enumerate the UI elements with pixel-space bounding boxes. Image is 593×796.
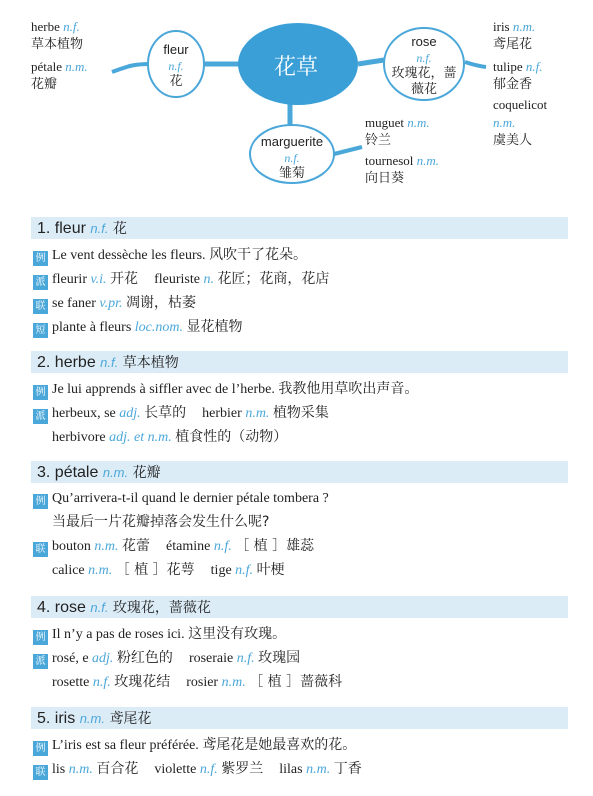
pos: v.i. [90,272,107,287]
leaf-herbe-word: herbe [31,19,60,34]
pos: adj. et n.m. [109,430,172,445]
tag-example: 例 [33,385,48,400]
word: rosier [186,675,219,690]
leaf-coquelicot-pos: n.m. [493,115,516,130]
leaf-muguet-cn: 铃兰 [365,133,392,148]
node-marguerite-word: marguerite [260,134,324,149]
leaf-tulipe-word: tulipe [493,59,523,74]
word: roseraie [188,651,234,666]
tag-related: 联 [33,542,48,557]
word: fleuriste [154,272,200,287]
section-header-petale [31,461,568,483]
pos: n.f. [236,651,255,666]
leaf-tulipe [493,58,542,94]
pos: n.m. [68,762,93,777]
example-cn-line [52,513,269,532]
node-rose-cn1: 玫瑰花，蔷 [391,66,457,81]
derivative-line [33,649,300,669]
leaf-muguet-word: muguet [365,115,404,130]
leaf-petale-cn: 花瓣 [31,77,58,92]
related-line-cont [52,561,285,580]
node-marguerite-pos: n.f. [284,151,300,165]
derivative-line-cont [52,673,342,692]
related-line [33,760,362,780]
node-fleur-pos: n.f. [168,59,184,73]
node-rose [384,34,464,98]
example-cn: 鸢尾花是她最喜欢的花。 [202,737,357,753]
tag-related: 联 [33,299,48,314]
node-rose-cn2: 薇花 [410,82,437,97]
pos: n.m. [94,539,119,554]
section-header-fleur [31,217,568,239]
tag-related: 联 [33,765,48,780]
cn: 玫瑰园 [258,650,301,666]
cn: 植食性的（动物） [175,429,288,445]
leaf-tournesol-pos: n.m. [416,153,440,168]
pos: n.f. [213,539,232,554]
section-title: 2. herbe [37,354,96,371]
word: bouton [52,539,91,554]
example-line [33,736,356,756]
pos: n.m. [88,563,113,578]
pos: adj. [119,406,141,421]
section-cn: 草本植物 [122,355,179,371]
cn: 植物采集 [272,405,329,421]
tag-example: 例 [33,494,48,509]
cn: 紫罗兰 [221,761,264,777]
hub-label: 花草 [274,55,319,80]
node-fleur-cn: 花 [169,74,183,89]
word: herbivore [52,430,106,445]
example-fr: Le vent dessèche les fleurs. [52,248,206,263]
section-cn: 花瓣 [132,465,161,481]
section-title: 4. rose [37,599,86,616]
example-fr: L’iris est sa fleur préférée. [52,738,199,753]
example-fr: Je lui apprends à siffler avec de l’herbe. [52,382,275,397]
example-fr: Qu’arrivera-t-il quand le dernier pétale tombera ? [52,491,329,506]
section-header-rose [31,596,568,618]
cn: 粉红色的 [116,650,173,666]
leaf-iris-cn: 鸢尾花 [493,37,533,52]
derivative-line [33,270,329,290]
pos: v.pr. [99,296,123,311]
tag-example: 例 [33,251,48,266]
leaf-petale [31,58,88,94]
leaf-tournesol [365,152,439,188]
pos: adj. [92,651,114,666]
tag-derivative: 派 [33,275,48,290]
leaf-herbe-pos: n.f. [63,19,80,34]
leaf-iris-pos: n.m. [512,19,536,34]
leaf-tulipe-pos: n.f. [525,59,543,74]
tag-example: 例 [33,741,48,756]
section-title: 1. fleur [37,220,86,237]
pos: n.m. [306,762,331,777]
pos: n. [203,272,214,287]
example-line [33,380,418,400]
leaf-iris-word: iris [493,19,510,34]
word: plante à fleurs [52,320,132,335]
leaf-herbe [31,18,83,54]
section-cn: 玫瑰花，蔷薇花 [112,600,211,616]
pos: n.f. [199,762,218,777]
word: violette [154,762,197,777]
leaf-coquelicot-cn: 虞美人 [493,133,533,148]
cn: 显花植物 [186,319,243,335]
node-rose-pos: n.f. [416,51,432,65]
tag-derivative: 派 [33,654,48,669]
leaf-iris [493,18,535,54]
word: herbeux, se [52,406,116,421]
word: rosette [52,675,90,690]
related-line [33,537,314,557]
cn: 叶梗 [256,562,285,578]
cn: 丁香 [333,761,362,777]
word: fleurir [52,272,87,287]
node-fleur-word: fleur [163,42,189,57]
example-line [33,246,307,266]
leaf-tournesol-cn: 向日葵 [365,171,405,186]
pos: loc.nom. [134,320,184,335]
section-cn: 鸢尾花 [109,711,152,727]
word: rosé, e [52,651,89,666]
section-title: 3. pétale [37,464,99,481]
pos: n.f. [92,675,111,690]
tag-phrase: 短 [33,323,48,338]
cn: 开花 [110,271,139,287]
cn: ［ 植 ］雄蕊 [235,538,315,554]
word: herbier [202,406,242,421]
section-pos: n.f. [90,221,109,236]
section-pos: n.m. [102,465,129,480]
leaf-herbe-cn: 草本植物 [31,37,84,52]
related-line [33,294,196,314]
cn: 花蕾 [122,538,151,554]
example-cn: 风吹干了花朵。 [209,247,308,263]
cn: 百合花 [96,761,139,777]
cn: ［ 植 ］花萼 [115,562,195,578]
leaf-coquelicot-word: coquelicot [493,97,548,112]
word: lis [52,762,66,777]
tag-example: 例 [33,630,48,645]
section-pos: n.m. [79,711,105,726]
leaf-petale-pos: n.m. [65,59,88,74]
node-marguerite-cn: 雏菊 [278,166,305,181]
pos: n.f. [235,563,254,578]
section-pos: n.f. [90,600,109,615]
cn: 玫瑰花结 [114,674,171,690]
cn: 凋谢，枯萎 [126,295,196,311]
section-cn: 花 [112,221,127,237]
example-line [33,625,286,645]
example-fr: Il n’y a pas de roses ici. [52,627,185,642]
section-header-iris [31,707,568,729]
pos: n.m. [221,675,246,690]
node-marguerite [250,134,334,182]
cn: ［ 植 ］蔷薇科 [249,674,343,690]
cn: 长草的 [144,405,187,421]
derivative-line-cont [52,428,287,447]
pos: n.m. [245,406,270,421]
section-title: 5. iris [37,710,76,727]
example-cn: 这里没有玫瑰。 [188,626,287,642]
node-fleur [148,42,204,90]
leaf-tulipe-cn: 郁金香 [493,77,533,92]
leaf-petale-word: pétale [31,59,63,74]
node-rose-word: rose [411,34,437,49]
section-pos: n.f. [100,355,119,370]
phrase-line [33,318,243,338]
leaf-muguet-pos: n.m. [407,115,430,130]
section-header-herbe [31,351,568,373]
word: étamine [166,539,211,554]
word: calice [52,563,85,578]
word: se faner [52,296,96,311]
word: tige [210,563,232,578]
word: lilas [279,762,303,777]
example-cn: 当最后一片花瓣掉落会发生什么呢? [52,514,270,530]
leaf-muguet [365,114,430,150]
tag-derivative: 派 [33,409,48,424]
leaf-coquelicot [493,96,547,150]
leaf-tournesol-word: tournesol [365,153,414,168]
example-cn: 我教他用草吹出声音。 [278,381,419,397]
example-line [33,490,329,509]
cn: 花匠；花商，花店 [217,271,330,287]
derivative-line [33,404,329,424]
